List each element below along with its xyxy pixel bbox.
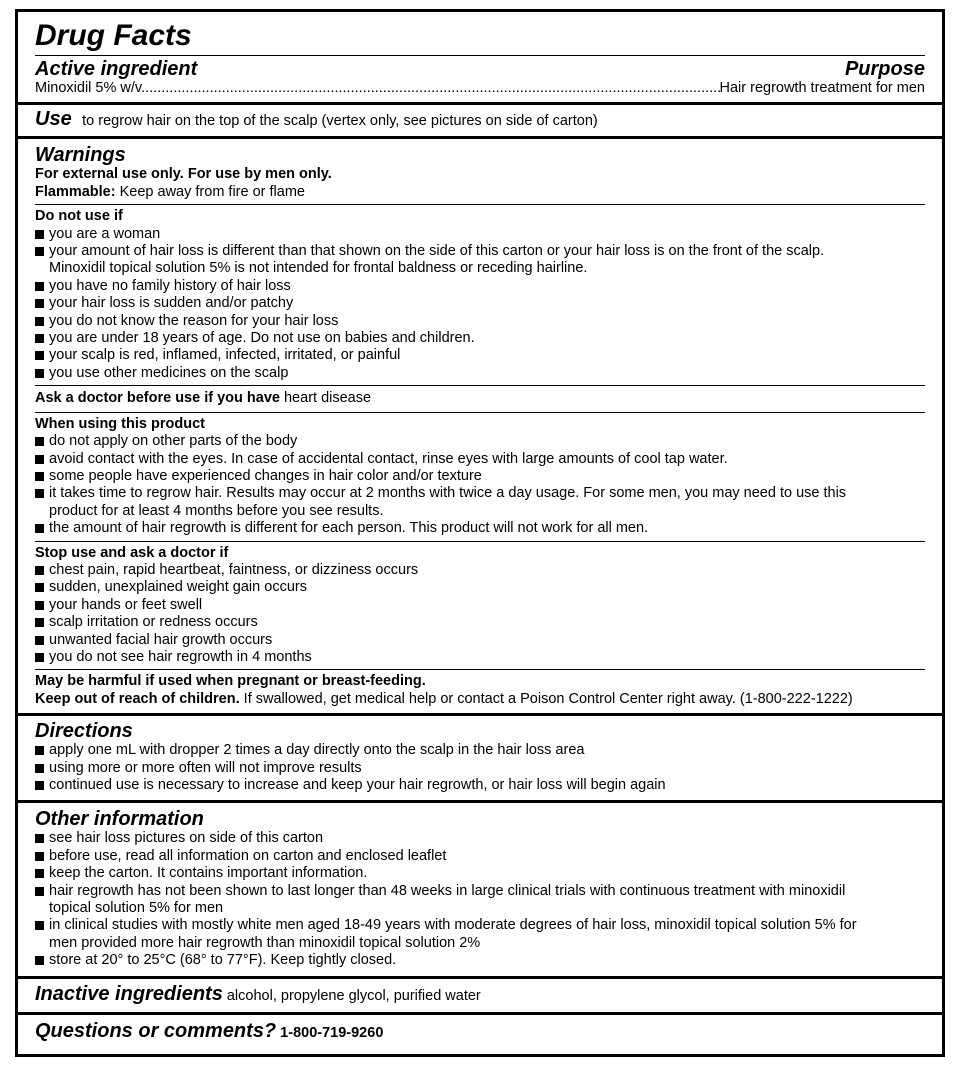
list-item: in clinical studies with mostly white men aged 18-49 years with moderate degrees of hair loss, minoxidil topical solution 5% for (35, 917, 925, 934)
other-information-list (35, 830, 925, 969)
questions-phone: 1-800-719-9260 (276, 1024, 384, 1041)
list-item: hair regrowth has not been shown to last longer than 48 weeks in large clinical trials with continuous treatment with minoxidil (35, 883, 925, 900)
title-rule (35, 55, 925, 56)
drug-facts-panel (15, 9, 945, 1057)
list-item-continuation: men provided more hair regrowth than minoxidil topical solution 2% (49, 934, 481, 951)
warnings-heading: Warnings (35, 144, 126, 167)
when-using-heading: When using this product (35, 415, 205, 432)
list-item-continuation: topical solution 5% for men (49, 900, 224, 917)
bullet-square-icon (35, 636, 44, 645)
stop-use-block (35, 541, 925, 667)
bullet-square-icon (35, 455, 44, 464)
bullet-square-icon (35, 437, 44, 446)
keep-out-line (35, 691, 925, 708)
bullet-square-icon (35, 247, 44, 256)
bullet-square-icon (35, 781, 44, 790)
list-item: apply one mL with dropper 2 times a day directly onto the scalp in the hair loss area (35, 742, 925, 759)
external-use-warning: For external use only. For use by men only. (35, 166, 332, 183)
flammable-warning (35, 184, 925, 201)
list-item: you use other medicines on the scalp (35, 365, 925, 382)
list-item: the amount of hair regrowth is different for each person. This product will not work for all men. (35, 520, 925, 537)
bullet-square-icon (35, 369, 44, 378)
bullet-square-icon (35, 334, 44, 343)
list-item: your scalp is red, inflamed, infected, irritated, or painful (35, 347, 925, 364)
inactive-ingredients-text: alcohol, propylene glycol, purified water (222, 987, 481, 1004)
list-item: you are under 18 years of age. Do not use on babies and children. (35, 330, 925, 347)
list-item: you do not know the reason for your hair loss (35, 313, 925, 330)
list-item: see hair loss pictures on side of this carton (35, 830, 925, 847)
warnings-section (18, 139, 942, 716)
list-item: do not apply on other parts of the body (35, 433, 925, 450)
list-item: before use, read all information on carton and enclosed leaflet (35, 848, 925, 865)
bullet-square-icon (35, 852, 44, 861)
inactive-ingredients-section (18, 979, 942, 1015)
header-section (18, 12, 942, 105)
bullet-square-icon (35, 601, 44, 610)
active-ingredient-name: Minoxidil 5% w/v. (35, 80, 146, 96)
directions-section (18, 716, 942, 803)
list-item: unwanted facial hair growth occurs (35, 632, 925, 649)
list-item: chest pain, rapid heartbeat, faintness, or dizziness occurs (35, 562, 925, 579)
list-item: it takes time to regrow hair. Results may occur at 2 months with twice a day usage. For some men, you may need to use this (35, 485, 925, 502)
bullet-square-icon (35, 524, 44, 533)
keep-out-text: If swallowed, get medical help or contact a Poison Control Center right away. (1-800-222-1222) (239, 690, 853, 707)
inactive-ingredients-heading: Inactive ingredients (35, 982, 223, 1005)
list-item: your amount of hair loss is different than that shown on the side of this carton or your hair loss is on the front of the scalp. (35, 243, 925, 260)
bullet-square-icon (35, 887, 44, 896)
do-not-use-list (35, 226, 925, 383)
purpose-heading: Purpose (844, 58, 925, 80)
keep-out-lead: Keep out of reach of children. (35, 690, 240, 707)
use-section (18, 105, 942, 139)
bullet-square-icon (35, 618, 44, 627)
bullet-square-icon (35, 317, 44, 326)
bullet-square-icon (35, 489, 44, 498)
bullet-square-icon (35, 834, 44, 843)
when-using-block (35, 412, 925, 538)
bullet-square-icon (35, 230, 44, 239)
pregnancy-children-block (35, 669, 925, 708)
questions-heading: Questions or comments? (35, 1019, 277, 1042)
active-ingredient-line (35, 80, 925, 97)
ask-doctor-lead: Ask a doctor before use if you have (35, 390, 280, 407)
directions-heading: Directions (35, 720, 133, 743)
list-item: you do not see hair regrowth in 4 months (35, 649, 925, 666)
bullet-square-icon (35, 583, 44, 592)
list-item-continuation: product for at least 4 months before you see results. (49, 502, 384, 519)
bullet-square-icon (35, 921, 44, 930)
ask-doctor-text: heart disease (279, 390, 372, 407)
list-item: you are a woman (35, 226, 925, 243)
list-item: some people have experienced changes in hair color and/or texture (35, 468, 925, 485)
active-ingredient-purpose: Hair regrowth treatment for men (719, 80, 925, 96)
questions-section (18, 1015, 942, 1047)
flammable-lead: Flammable: (35, 183, 116, 200)
active-heading-row (35, 58, 925, 80)
bullet-square-icon (35, 282, 44, 291)
list-item: store at 20° to 25°C (68° to 77°F). Keep tightly closed. (35, 952, 925, 969)
list-item: avoid contact with the eyes. In case of accidental contact, rinse eyes with large amounts of cool tap water. (35, 451, 925, 468)
ask-doctor-block (35, 385, 925, 408)
dot-leader (145, 80, 719, 97)
ask-doctor-line (35, 390, 925, 407)
bullet-square-icon (35, 566, 44, 575)
bullet-square-icon (35, 956, 44, 965)
pregnancy-warning: May be harmful if used when pregnant or breast-feeding. (35, 673, 426, 690)
do-not-use-block (35, 204, 925, 382)
list-item-continuation: Minoxidil topical solution 5% is not intended for frontal baldness or receding hairline. (49, 260, 588, 277)
use-heading: Use (35, 108, 72, 131)
bullet-square-icon (35, 764, 44, 773)
stop-use-heading: Stop use and ask a doctor if (35, 544, 229, 561)
list-item: sudden, unexplained weight gain occurs (35, 579, 925, 596)
do-not-use-heading: Do not use if (35, 208, 123, 225)
use-text: to regrow hair on the top of the scalp (vertex only, see pictures on side of carton) (82, 113, 598, 130)
list-item: your hair loss is sudden and/or patchy (35, 295, 925, 312)
when-using-list (35, 433, 925, 537)
directions-list (35, 742, 925, 794)
bullet-square-icon (35, 653, 44, 662)
list-item: scalp irritation or redness occurs (35, 614, 925, 631)
active-ingredient-heading: Active ingredient (35, 58, 198, 80)
list-item: using more or more often will not improve results (35, 760, 925, 777)
other-information-section (18, 803, 942, 978)
list-item: your hands or feet swell (35, 597, 925, 614)
bullet-square-icon (35, 746, 44, 755)
stop-use-list (35, 562, 925, 666)
list-item: you have no family history of hair loss (35, 278, 925, 295)
list-item: continued use is necessary to increase and keep your hair regrowth, or hair loss will begin again (35, 777, 925, 794)
flammable-text: Keep away from fire or flame (115, 183, 305, 200)
bullet-square-icon (35, 869, 44, 878)
bullet-square-icon (35, 299, 44, 308)
bullet-square-icon (35, 472, 44, 481)
other-information-heading: Other information (35, 808, 204, 831)
page-title: Drug Facts (35, 19, 192, 52)
list-item: keep the carton. It contains important information. (35, 865, 925, 882)
bullet-square-icon (35, 351, 44, 360)
